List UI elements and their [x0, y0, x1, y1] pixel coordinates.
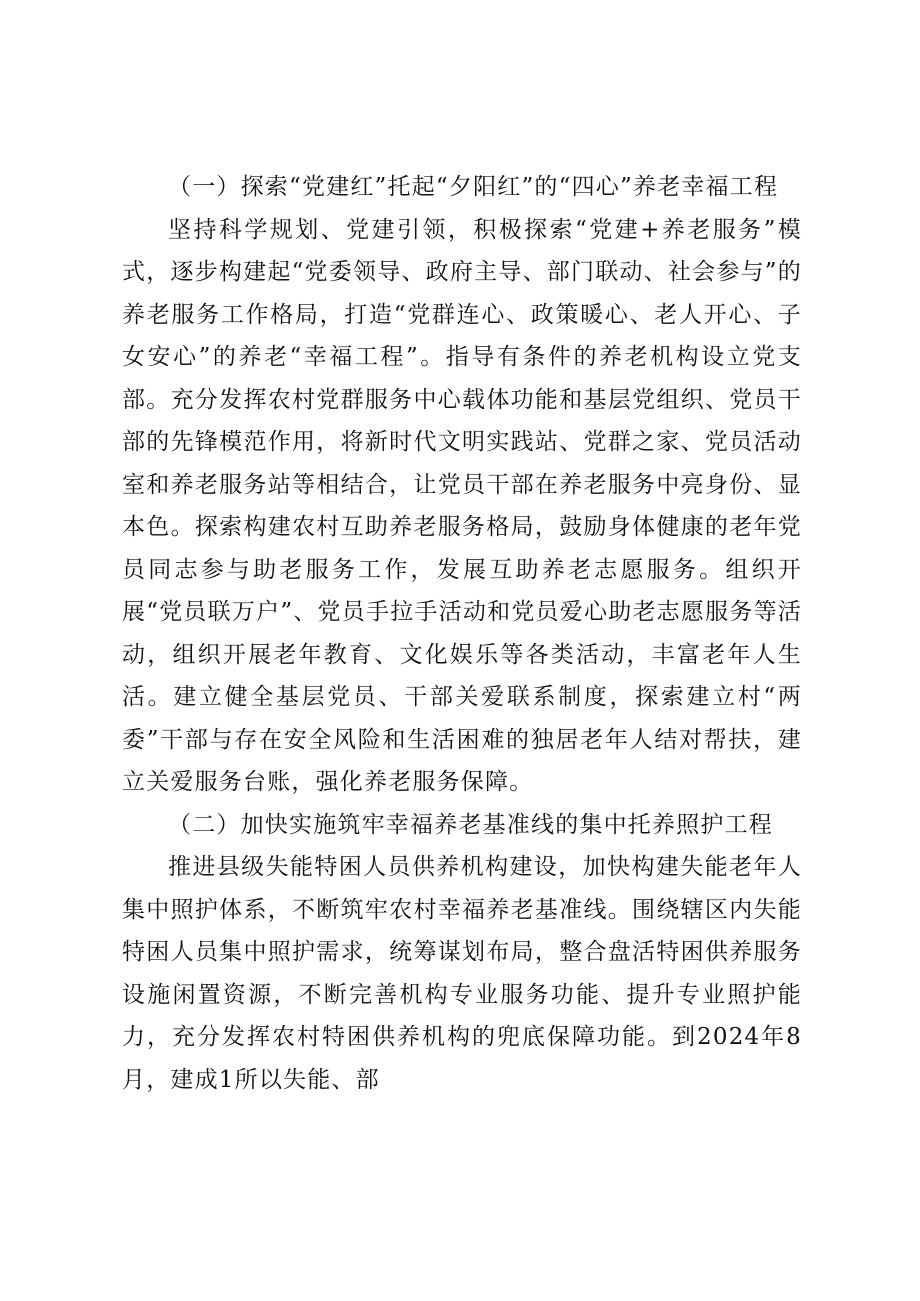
section-paragraph-2: 推进县级失能特困人员供养机构建设，加快构建失能老年人集中照护体系，不断筑牢农村幸福养老基准线。围绕辖区内失能特困人员集中照护需求，统筹谋划布局，整合盘活特困供养服务设施闲置资源，不断完善机构专业服务功能、提升专业照护能力，充分发挥农村特困供养机构的兜底保障功能。到2024年8月，建成1所以失能、部 [122, 854, 802, 1093]
section-paragraph-1: 坚持科学规划、党建引领，积极探索“党建+养老服务”模式，逐步构建起“党委领导、政府主导、部门联动、社会参与”的养老服务工作格局，打造“党群连心、政策暖心、老人开心、子女安心”的养老“幸福工程”。指导有条件的养老机构设立党支部。充分发挥农村党群服务中心载体功能和基层党组织、党员干部的先锋模范作用，将新时代文明实践站、党群之家、党员活动室和养老服务站等相结合，让党员干部在养老服务中亮身份、显本色。探索构建农村互助养老服务格局，鼓励身体健康的老年党员同志参与助老服务工作，发展互助养老志愿服务。组织开展“党员联万户”、党员手拉手活动和党员爱心助老志愿服务等活动，组织开展老年教育、文化娱乐等各类活动，丰富老年人生活。建立健全基层党员、干部关爱联系制度，探索建立村“两委”干部与存在安全风险和生活困难的独居老年人结对帮扶，建立关爱服务台账，强化养老服务保障。 [122, 216, 802, 795]
document-body [122, 166, 802, 1101]
section-heading-1: （一）探索“党建红”托起“夕阳红”的“四心”养老幸福工程 [168, 174, 779, 200]
section-heading-2: （二）加快实施筑牢幸福养老基准线的集中托养照护工程 [168, 811, 773, 838]
